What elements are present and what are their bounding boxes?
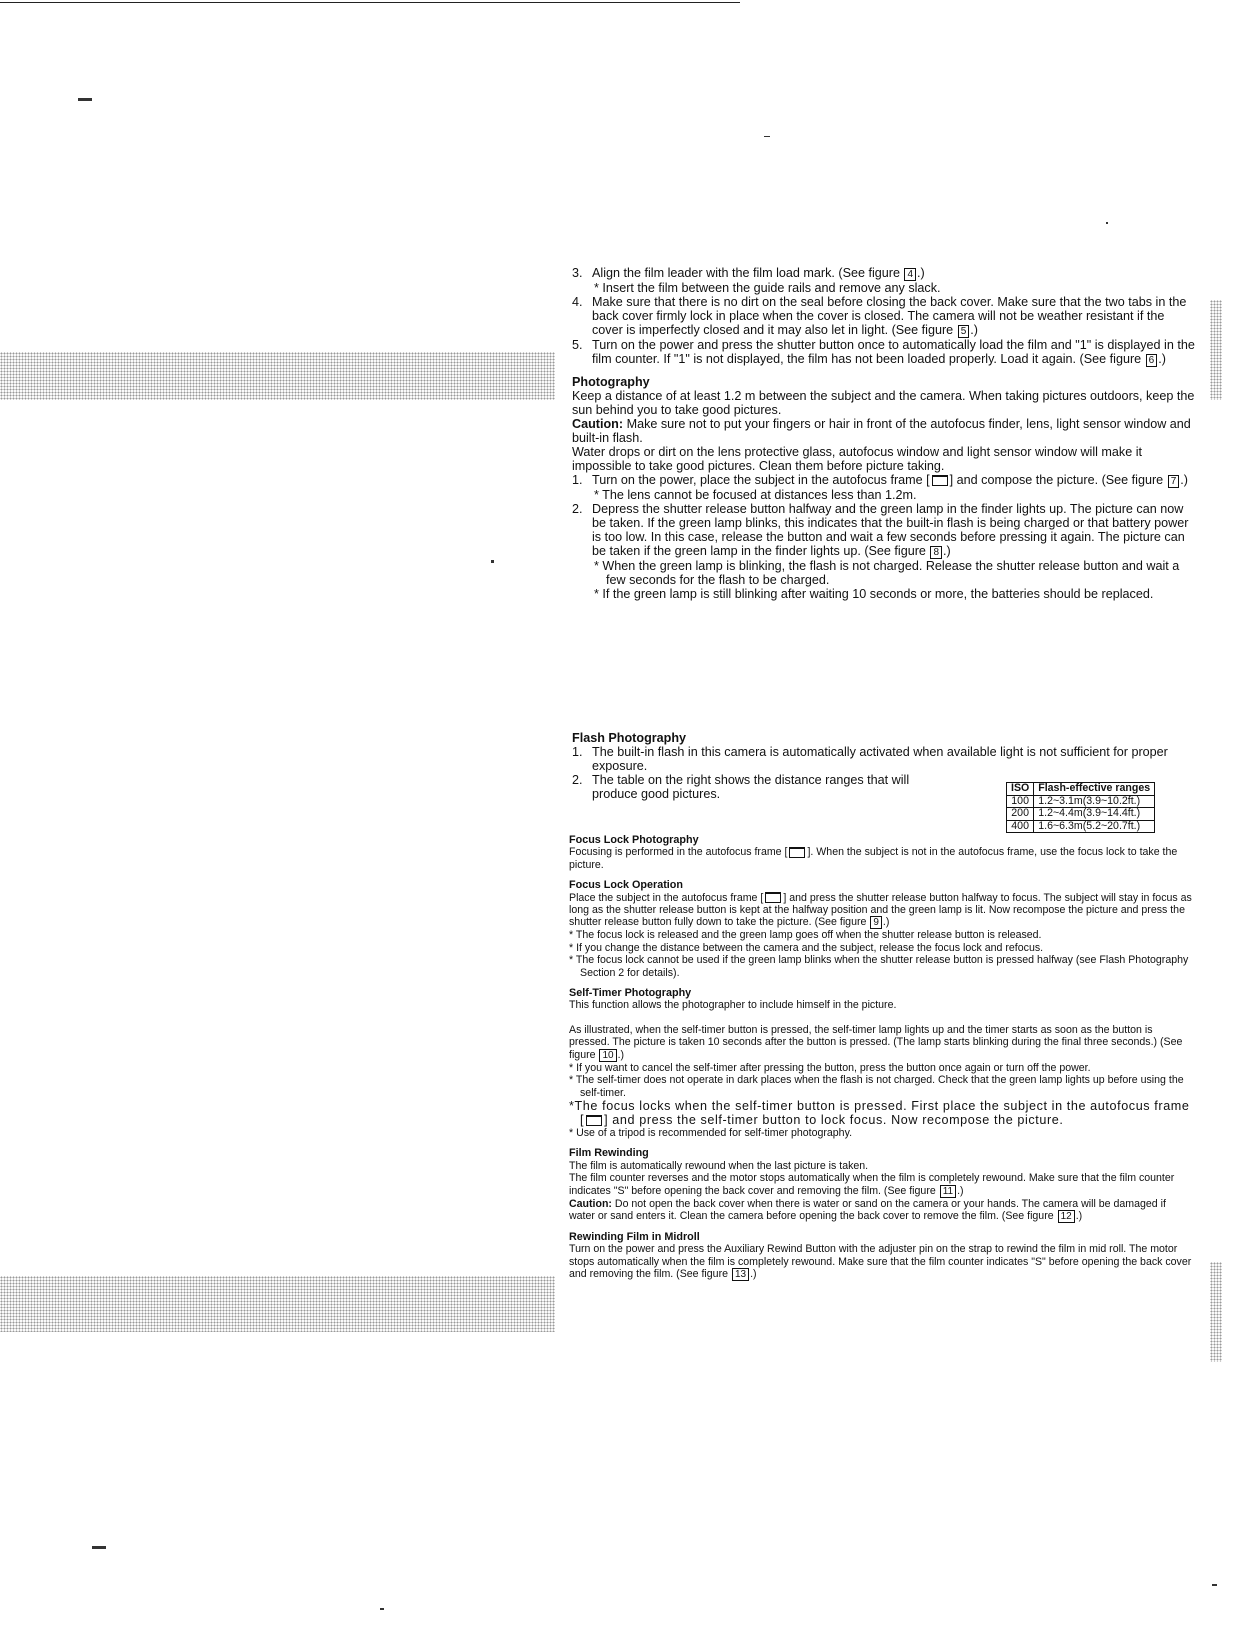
figure-ref-box: 11	[940, 1185, 956, 1198]
table-cell-iso: 100	[1007, 795, 1034, 808]
focus-lock-operation-text	[569, 892, 1193, 930]
autofocus-frame-icon	[586, 1115, 602, 1126]
film-rewinding-line-2	[569, 1172, 1193, 1197]
flash-step-2	[572, 773, 912, 801]
step-text: Turn on the power and press the shutter button once to automatically load the film and "1" is displayed in the film counter. If "1" is not displayed, the film has not been loaded properly. Load it again. (See figure	[592, 338, 1195, 366]
step-3-note: * Insert the film between the guide rails and remove any slack.	[594, 281, 941, 295]
figure-ref-box: 6	[1146, 354, 1158, 367]
step-text: Depress the shutter release button halfway and the green lamp in the finder lights up. The picture can now be taken. If the green lamp blinks, this indicates that the built-in flash is being charged or that battery power is too low. In this case, release the button and wait a few seconds before pressing it again. The picture can be taken if the green lamp in the finder lights up. (See figure	[592, 502, 1189, 558]
step-number: 2.	[572, 773, 583, 787]
table-cell-iso: 200	[1007, 808, 1034, 821]
step-number: 1.	[572, 473, 583, 487]
text-part: ] and press the self-timer button to lock focus. Now recompose the picture.	[604, 1112, 1064, 1127]
photo-step-2	[572, 502, 1196, 559]
text-tail: .)	[882, 916, 890, 929]
step-3	[572, 266, 1196, 281]
self-timer-para	[569, 1024, 1193, 1062]
figure-ref-box: 5	[958, 325, 970, 338]
step-text: ] and compose the picture. (See figure	[949, 473, 1164, 487]
step-4	[572, 295, 1196, 338]
small-print-section	[569, 834, 1193, 1281]
photo-step-1-note: * The lens cannot be focused at distances less than 1.2m.	[594, 488, 917, 502]
film-rewinding-heading: Film Rewinding	[569, 1147, 649, 1160]
table-cell-range: 1.6~6.3m(5.2~20.7ft.)	[1034, 820, 1155, 833]
photography-para-2: Water drops or dirt on the lens protective glass, autofocus window and light sensor window will make it impossible to take good pictures. Clean them before picture taking.	[572, 445, 1143, 473]
step-text: The table on the right shows the distance ranges that will produce good pictures.	[592, 773, 910, 801]
text-part: The film counter reverses and the motor stops automatically when the film is completely rewound. Make sure that the film counter indicates "S" before opening the back cover and removing the film. (See figure	[569, 1172, 1175, 1197]
halftone-band-lower	[0, 1276, 555, 1332]
photography-para-1: Keep a distance of at least 1.2 m between the subject and the camera. When taking pictures outdoors, keep the sun behind you to take good pictures.	[572, 389, 1195, 417]
caution-label: Caution:	[572, 417, 624, 431]
text-part: Place the subject in the autofocus frame [	[569, 891, 764, 904]
figure-ref-box: 9	[870, 916, 882, 929]
caution-label: Caution:	[569, 1197, 612, 1210]
step-text: Turn on the power, place the subject in the autofocus frame [	[592, 473, 930, 487]
scan-top-line	[0, 2, 740, 3]
text-part: As illustrated, when the self-timer button is pressed, the self-timer lamp lights up and the timer starts as soon as the button is pressed. The picture is taken 10 seconds after the button is pressed. (The lamp starts blinking during the final three seconds.) (See figure	[569, 1023, 1183, 1061]
photo-step-2-note-2: * If the green lamp is still blinking after waiting 10 seconds or more, the batteries should be replaced.	[594, 587, 1154, 601]
photography-caution	[572, 417, 1196, 445]
text-part: ] and press the shutter release button halfway to focus. The subject will stay in focus as long as the shutter release button is kept at the halfway position and the green lamp is lit. Now recompose the picture and press the shutter release button fully down to take the picture. (See figure	[569, 891, 1192, 929]
text-part: Focusing is performed in the autofocus frame [	[569, 846, 788, 859]
step-tail: .)	[917, 266, 925, 280]
focus-lock-heading: Focus Lock Photography	[569, 834, 699, 846]
focus-lock-note-1: * The focus lock is released and the green lamp goes off when the shutter release button is released.	[569, 929, 1042, 942]
step-tail: .)	[943, 544, 951, 558]
self-timer-note-4: * Use of a tripod is recommended for self-timer photography.	[569, 1126, 853, 1139]
self-timer-note-2: * The self-timer does not operate in dark places when the flash is not charged. Check that the green lamp lights up before using the self-timer.	[569, 1074, 1184, 1099]
figure-ref-box: 7	[1168, 475, 1180, 488]
table-cell-range: 1.2~3.1m(3.9~10.2ft.)	[1034, 795, 1155, 808]
self-timer-intro: This function allows the photographer to include himself in the picture.	[569, 999, 897, 1012]
text-part: ]. When the subject is not in the autofocus frame, use the focus lock to take the picture.	[569, 846, 1178, 871]
text-tail: .)	[1075, 1209, 1083, 1222]
step-tail: .)	[970, 323, 978, 337]
step-number: 5.	[572, 338, 583, 352]
table-row	[1007, 808, 1155, 821]
halftone-band-upper	[0, 352, 555, 400]
table-header-range: Flash-effective ranges	[1034, 783, 1155, 796]
self-timer-note-1: * If you want to cancel the self-timer after pressing the button, press the button once again or turn off the power.	[569, 1061, 1091, 1074]
table-row	[1007, 795, 1155, 808]
midroll-text	[569, 1243, 1193, 1281]
film-rewinding-line-1: The film is automatically rewound when the last picture is taken.	[569, 1159, 869, 1172]
autofocus-frame-icon	[789, 847, 805, 858]
halftone-edge-right-lower	[1210, 1262, 1222, 1362]
film-rewinding-caution	[569, 1198, 1193, 1223]
text-tail: .)	[617, 1048, 625, 1061]
table-header-row	[1007, 783, 1155, 796]
autofocus-frame-icon	[932, 475, 948, 486]
focus-lock-operation-heading: Focus Lock Operation	[569, 879, 683, 892]
step-text: Make sure that there is no dirt on the seal before closing the back cover. Make sure that the two tabs in the back cover firmly lock in place when the cover is closed. The camera will not be weather resistant if the cover is imperfectly closed and it may also let in light. (See figure	[592, 295, 1187, 337]
table-header-iso: ISO	[1007, 783, 1034, 796]
text-tail: .)	[750, 1268, 757, 1281]
caution-text: Make sure not to put your fingers or hair in front of the autofocus finder, lens, light sensor window and built-in flash.	[572, 417, 1191, 445]
text-part: *The focus locks when the self-timer button is pressed. First place the subject in the autofocus frame [	[569, 1098, 1190, 1127]
caution-text: Do not open the back cover when there is water or sand on the camera or your hands. The camera will be damaged if water or sand enters it. Clean the camera before opening the back cover to remove the film. (See figure	[569, 1197, 1166, 1222]
focus-lock-note-3: * The focus lock cannot be used if the green lamp blinks when the shutter release button is pressed halfway (see Flash Photography Section 2 for details).	[569, 954, 1189, 979]
halftone-edge-right-upper	[1210, 300, 1222, 400]
step-number: 4.	[572, 295, 583, 309]
step-tail: .)	[1180, 473, 1188, 487]
table-cell-iso: 400	[1007, 820, 1034, 833]
figure-ref-box: 4	[904, 268, 916, 281]
figure-ref-box: 10	[599, 1049, 616, 1062]
text-part: Turn on the power and press the Auxiliary Rewind Button with the adjuster pin on the strap to rewind the film in mid roll. The motor stops automatically when the film is completely rewound. Make sure that the film counter indicates "S" before opening the back cover and removing the film. (See figure	[569, 1243, 1192, 1281]
self-timer-note-3	[569, 1099, 1193, 1127]
focus-lock-note-2: * If you change the distance between the camera and the subject, release the focus lock and refocus.	[569, 941, 1044, 954]
self-timer-heading: Self-Timer Photography	[569, 987, 692, 1000]
step-number: 1.	[572, 745, 583, 759]
figure-ref-box: 8	[930, 546, 942, 559]
photography-heading: Photography	[572, 375, 650, 389]
step-tail: .)	[1158, 352, 1166, 366]
figure-ref-box: 13	[732, 1268, 749, 1281]
flash-range-table	[1006, 782, 1155, 833]
photo-step-1	[572, 473, 1196, 488]
flash-heading: Flash Photography	[572, 731, 687, 745]
step-text: The built-in flash in this camera is automatically activated when available light is not sufficient for proper exposure.	[592, 745, 1168, 773]
text-tail: .)	[957, 1184, 964, 1197]
table-cell-range: 1.2~4.4m(3.9~14.4ft.)	[1034, 808, 1155, 821]
focus-lock-text	[569, 846, 1193, 871]
table-row	[1007, 820, 1155, 833]
photo-step-2-note-1: * When the green lamp is blinking, the flash is not charged. Release the shutter release button and wait a few seconds for the flash to be charged.	[594, 559, 1180, 587]
step-number: 2.	[572, 502, 583, 516]
flash-step-1	[572, 745, 1196, 773]
figure-ref-box: 12	[1058, 1210, 1075, 1223]
loading-steps-section	[572, 266, 1196, 601]
step-5	[572, 338, 1196, 367]
step-text: Align the film leader with the film load mark. (See figure	[592, 266, 900, 280]
midroll-heading: Rewinding Film in Midroll	[569, 1230, 700, 1243]
autofocus-frame-icon	[765, 892, 781, 903]
step-number: 3.	[572, 266, 583, 280]
